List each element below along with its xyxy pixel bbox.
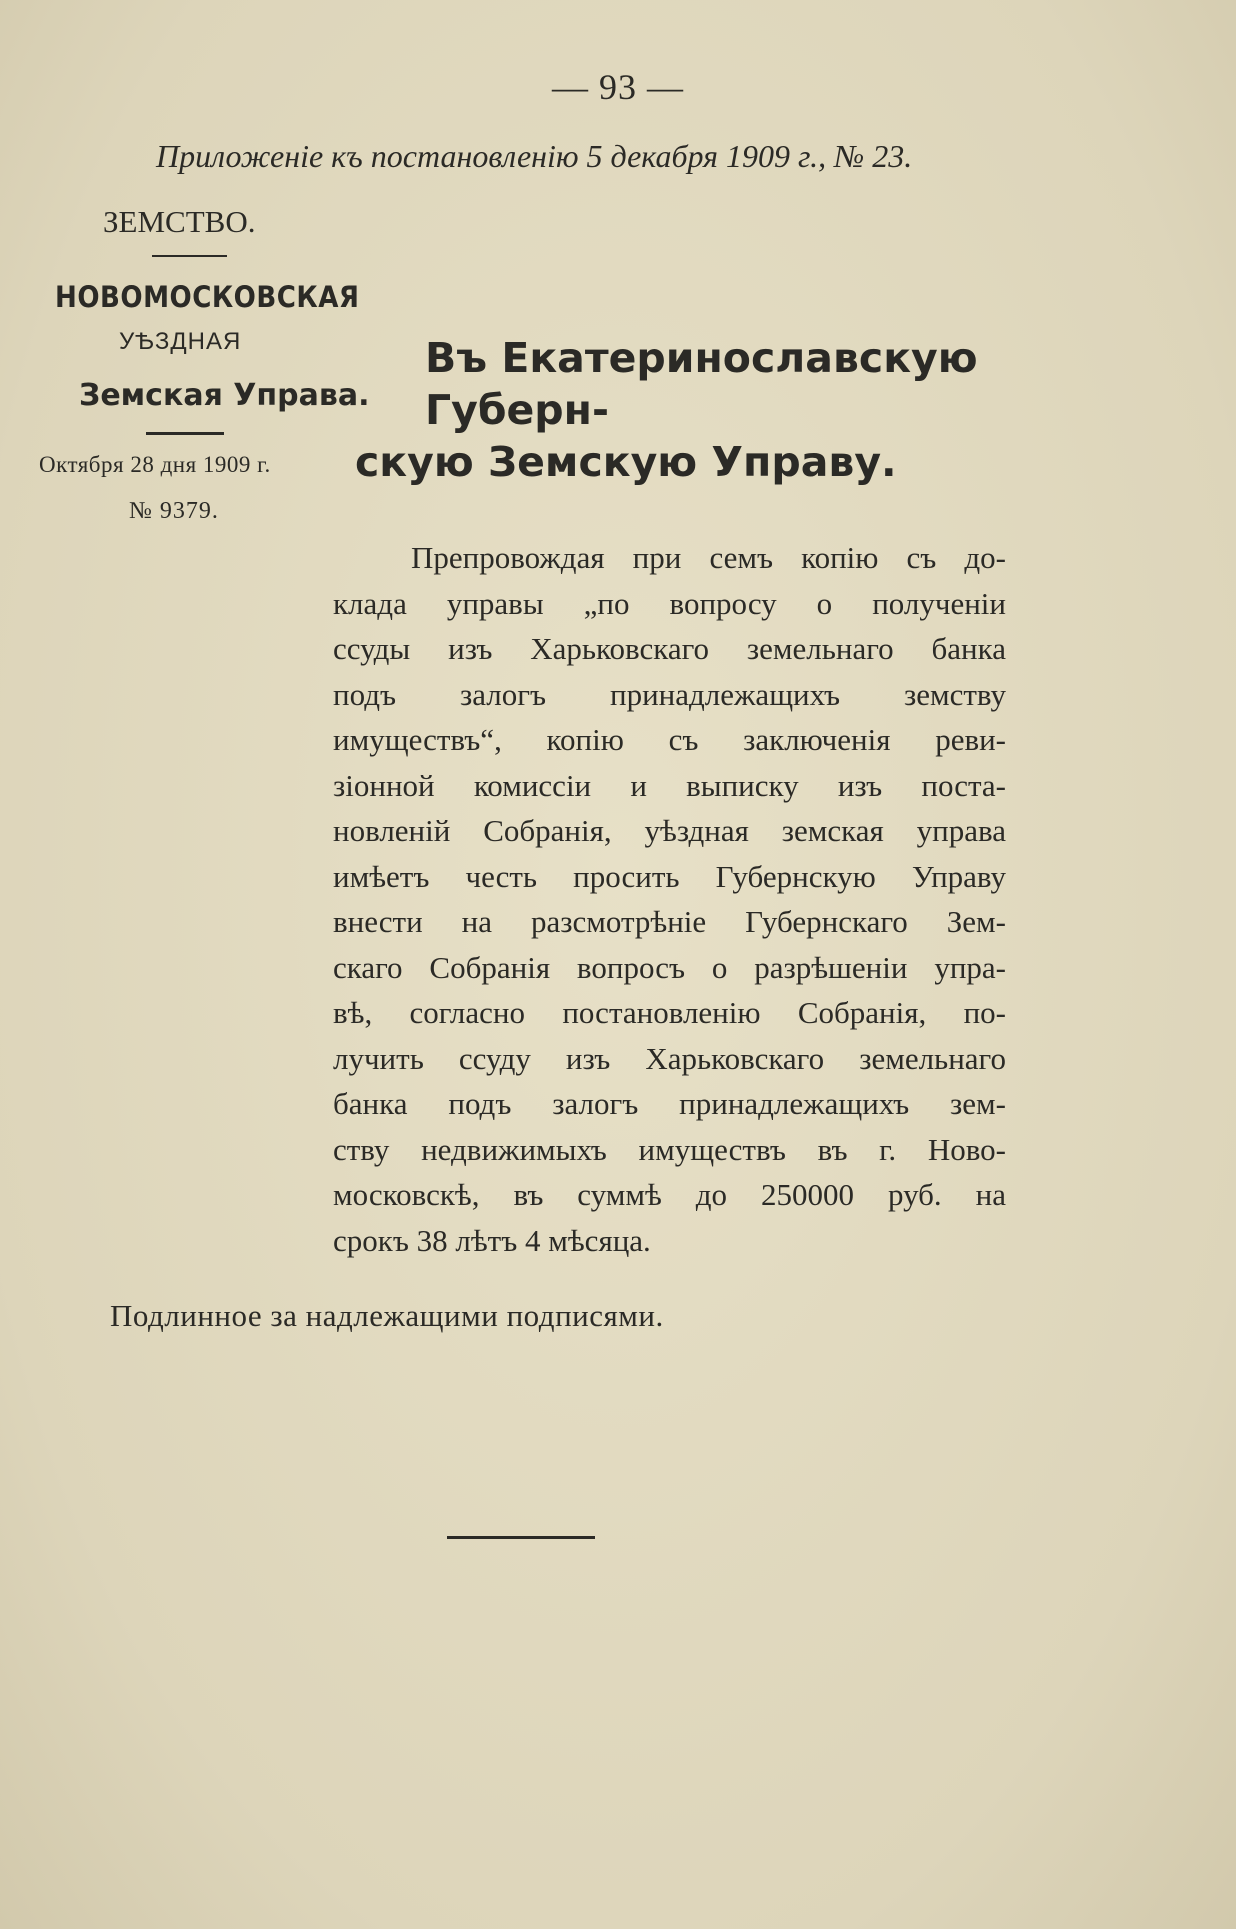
body-line: ссуды изъ Харьковскаго земельнаго банка [333,631,1006,666]
divider [152,255,227,257]
divider [146,432,224,435]
body-line: вѣ, согласно постановленію Собранія, по- [333,995,1006,1030]
body-line: новленій Собранія, уѣздная земская управа [333,813,1006,848]
page-number: — 93 — [552,67,684,107]
signature-note: Подлинное за надлежащими подписями. [110,1298,664,1333]
body-line: скаго Собранія вопросъ о разрѣшеніи упра- [333,949,1006,985]
letter-date: Октября 28 дня 1909 г. [39,452,271,477]
body-line: Препровождая при семъ копію съ до- [411,540,1006,575]
body-line: имѣетъ честь просить Губернскую Управу [333,858,1006,894]
body-line: ству недвижимыхъ имуществъ въ г. Ново- [333,1131,1006,1167]
body-line: банка подъ залогъ принадлежащихъ зем- [333,1086,1006,1121]
body-line: внести на разсмотрѣніе Губернскаго Зем- [333,904,1006,939]
uezdnaya-label: УѢЗДНАЯ [119,328,242,355]
letter-body [333,535,1006,1263]
body-line: имуществъ“, копію съ заключенія реви- [333,722,1006,757]
zemskaya-uprava-label: Земская Управа. [79,378,370,413]
body-line: клада управы „по вопросу о полученіи [333,585,1006,621]
body-line: подъ залогъ принадлежащихъ земству [333,676,1006,712]
appendix-note: Приложеніе къ постановленію 5 декабря 1909 г., № 23. [156,138,913,174]
body-line: московскѣ, въ суммѣ до 250000 руб. на [333,1177,1006,1212]
body-line: лучить ссуду изъ Харьковскаго земельнаго [333,1040,1006,1076]
uprava-name: НОВОМОСКОВСКАЯ [55,280,360,314]
addressee-line: Въ Екатеринославскую Губерн- [425,334,978,434]
letter-number: № 9379. [129,498,219,524]
body-line: срокъ 38 лѣтъ 4 мѣсяца. [333,1222,651,1258]
zemstvo-heading: ЗЕМСТВО. [103,204,256,239]
body-line: зіонной комиссіи и выписку изъ поста- [333,767,1006,803]
addressee-line: скую Земскую Управу. [355,438,897,486]
closing-rule [447,1536,595,1539]
addressee [355,332,1015,488]
